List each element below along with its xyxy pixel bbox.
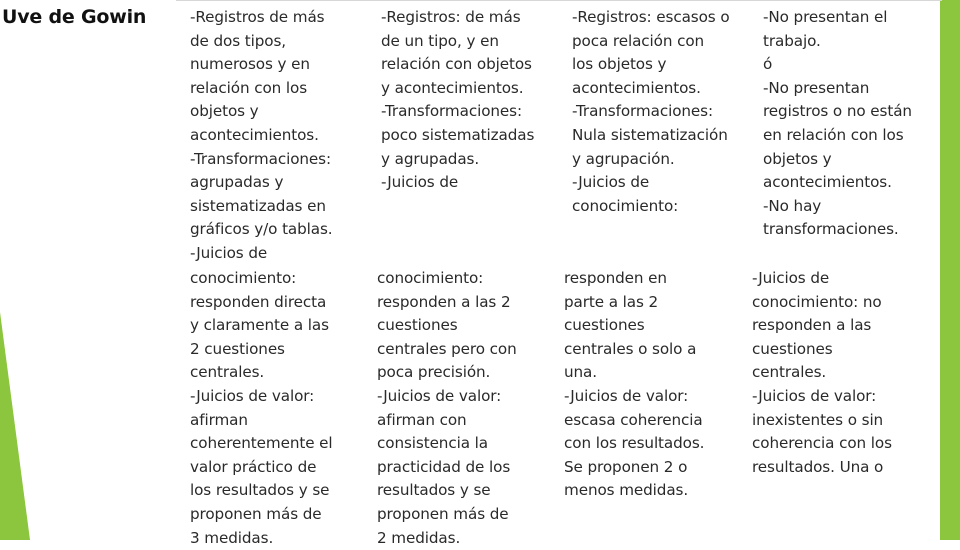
green-side-bar: [940, 0, 960, 540]
rubric-cell-level-4-lower: -Juicios de conocimiento: no responden a las cuestiones centrales. -Juicios de valor: inexistentes o sin coherencia con los resultados. Una o: [752, 269, 892, 476]
rubric-cell-level-4-upper: -No presentan el trabajo. ó -No presentan registros o no están en relación con los objetos y acontecimientos. -No hay transformaciones.: [763, 8, 912, 239]
rubric-cell-level-3-lower: responden en parte a las 2 cuestiones centrales o solo a una. -Juicios de valor: escasa coherencia con los resultados. Se proponen 2 o menos medidas.: [564, 269, 705, 500]
rubric-cell-level-2-lower: conocimiento: responden a las 2 cuestiones centrales pero con poca precisión. -Juicios de valor: afirman con consistencia la practicidad de los resultados y se proponen más de 2 medidas.: [377, 269, 517, 547]
table-top-border: [176, 0, 942, 1]
rubric-cell-level-1-lower: conocimiento: responden directa y claramente a las 2 cuestiones centrales. -Juicios de valor: afirman coherentemente el valor práctico de los resultados y se proponen más de 3 medidas.: [190, 269, 333, 547]
rubric-cell-level-2-upper: -Registros: de más de un tipo, y en relación con objetos y acontecimientos. -Transformaciones: poco sistematizadas y agrupadas. -Juicios de: [381, 8, 535, 192]
slide-title: Uve de Gowin: [2, 6, 147, 28]
rubric-cell-level-1-upper: -Registros de más de dos tipos, numerosos y en relación con los objetos y acontecimientos. -Transformaciones: agrupadas y sistematizadas en gráficos y/o tablas. -Juicios de: [190, 8, 333, 262]
rubric-cell-level-3-upper: -Registros: escasos o poca relación con los objetos y acontecimientos. -Transformaciones: Nula sistematización y agrupación. -Juicios de conocimiento:: [572, 8, 730, 215]
